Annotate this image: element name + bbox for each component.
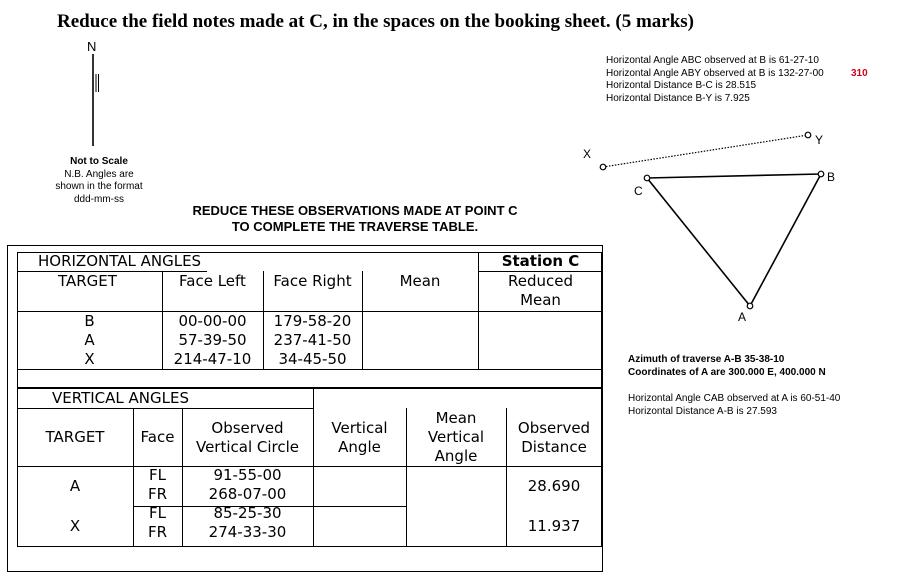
given-line-3: Horizontal Distance B-C is 28.515 [606,80,757,91]
traverse-diagram [575,125,835,325]
vertical-angle-answer-cells[interactable] [314,467,405,546]
a-note [628,393,840,418]
mean-vertical-angle-answer-cells[interactable] [407,467,505,546]
point-x [600,164,606,170]
vertical-angles-heading: VERTICAL ANGLES [52,389,189,407]
a-note-line-2: Horizontal Distance A-B is 27.593 [628,405,777,417]
instruction-line-2: TO COMPLETE THE TRAVERSE TABLE. [231,219,479,234]
instruction-line-1: REDUCE THESE OBSERVATIONS MADE AT POINT C [192,203,518,218]
label-a: A [738,310,747,324]
face-left-value: 214-47-10 [173,350,252,368]
horizontal-angles-heading: HORIZONTAL ANGLES [38,252,202,270]
face-right-value: 179-58-20 [273,312,352,330]
h-header-reduced: Reduced [507,272,573,290]
scale-note [36,156,162,206]
label-c: C [634,184,643,198]
table-row-target: A [84,331,95,349]
point-b [818,171,824,177]
v-circle-column [182,466,313,542]
v-header-target: TARGET [45,428,105,446]
h-face-right-column [263,312,362,369]
face-value: FR [147,523,168,541]
azimuth-line-2: Coordinates of A are 300.000 E, 400.000 N [628,366,826,378]
a-note-line-1: Horizontal Angle CAB observed at A is 60-51-40 [628,393,841,404]
line-c-a [647,178,750,306]
table-row-target: B [84,312,95,330]
circle-reading: 274-33-30 [208,523,287,541]
face-right-value: 237-41-50 [273,331,352,349]
v-row-distance-x: 11.937 [527,517,581,535]
v-header-distance-observed: Observed [517,419,591,437]
label-x: X [583,147,592,161]
v-header-vertical-circle: Vertical Circle [195,438,300,456]
given-data [606,55,824,105]
face-value: FR [147,485,168,503]
given-line-2: Horizontal Angle ABY observed at B is 132-27-00 [606,67,824,79]
table-row-target: X [84,350,95,368]
given-line-1: Horizontal Angle ABC observed at B is 61-27-10 [606,55,819,66]
reduced-mean-answer-cells[interactable] [479,312,601,368]
page-marker: 310 [851,68,868,79]
not-to-scale: Not to Scale [70,156,128,167]
page-title: Reduce the field notes made at C, in the spaces on the booking sheet. (5 marks) [57,11,695,32]
h-header-reduced-mean-2: Mean [520,291,561,309]
point-a [747,303,753,309]
nb-line-2: shown in the format [55,181,143,192]
face-value: FL [149,504,166,522]
v-header-mean: Mean [435,409,477,427]
instruction [175,203,535,235]
v-row-target-a: A [69,477,81,495]
circle-reading: 85-25-30 [213,504,282,522]
h-target-column [17,312,162,369]
v-row-target-x: X [69,517,81,535]
north-label: N [87,39,97,54]
v-header-vertical: Vertical [331,419,388,437]
v-header-distance: Distance [521,438,587,456]
h-header-reduced-mean [479,272,602,310]
line-x-y [603,135,808,167]
v-face-column [133,466,182,542]
azimuth-line-1: Azimuth of traverse A-B 35-38-10 [628,354,785,365]
v-row-distance-a: 28.690 [527,477,581,495]
h-face-left-column [162,312,263,369]
face-left-value: 00-00-00 [178,312,247,330]
given-line-4: Horizontal Distance B-Y is 7.925 [606,92,750,104]
h-header-mean: Mean [399,272,441,290]
face-left-value: 57-39-50 [178,331,247,349]
v-header-angle: Angle [338,438,381,456]
circle-reading: 91-55-00 [213,466,282,484]
label-b: B [827,170,836,184]
v-header-observed-distance [506,419,602,457]
h-header-face-right: Face Right [273,272,352,290]
v-header-vertical-angle [313,419,406,457]
point-c [644,175,650,181]
point-y [805,132,811,138]
v-header-mean-vertical-angle [406,409,506,466]
line-b-a [750,174,821,306]
h-header-face-left: Face Left [179,272,246,290]
h-header-target: TARGET [58,272,117,290]
v-header-mean-vertical: Vertical [427,428,485,446]
line-c-b [647,174,821,178]
face-value: FL [149,466,166,484]
circle-reading: 268-07-00 [208,485,287,503]
v-header-mean-angle: Angle [434,447,478,465]
v-header-observed-circle [182,419,313,457]
north-arrow-icon [85,52,105,148]
station-label: Station C [501,252,580,270]
face-right-value: 34-45-50 [278,350,347,368]
v-header-face: Face [140,428,175,446]
nb-line-3: ddd-mm-ss [73,193,124,205]
v-header-observed: Observed [211,419,284,437]
nb-line-1: N.B. Angles are [64,168,134,180]
azimuth-note [628,354,826,379]
label-y: Y [815,133,824,147]
mean-answer-cells[interactable] [363,312,477,368]
